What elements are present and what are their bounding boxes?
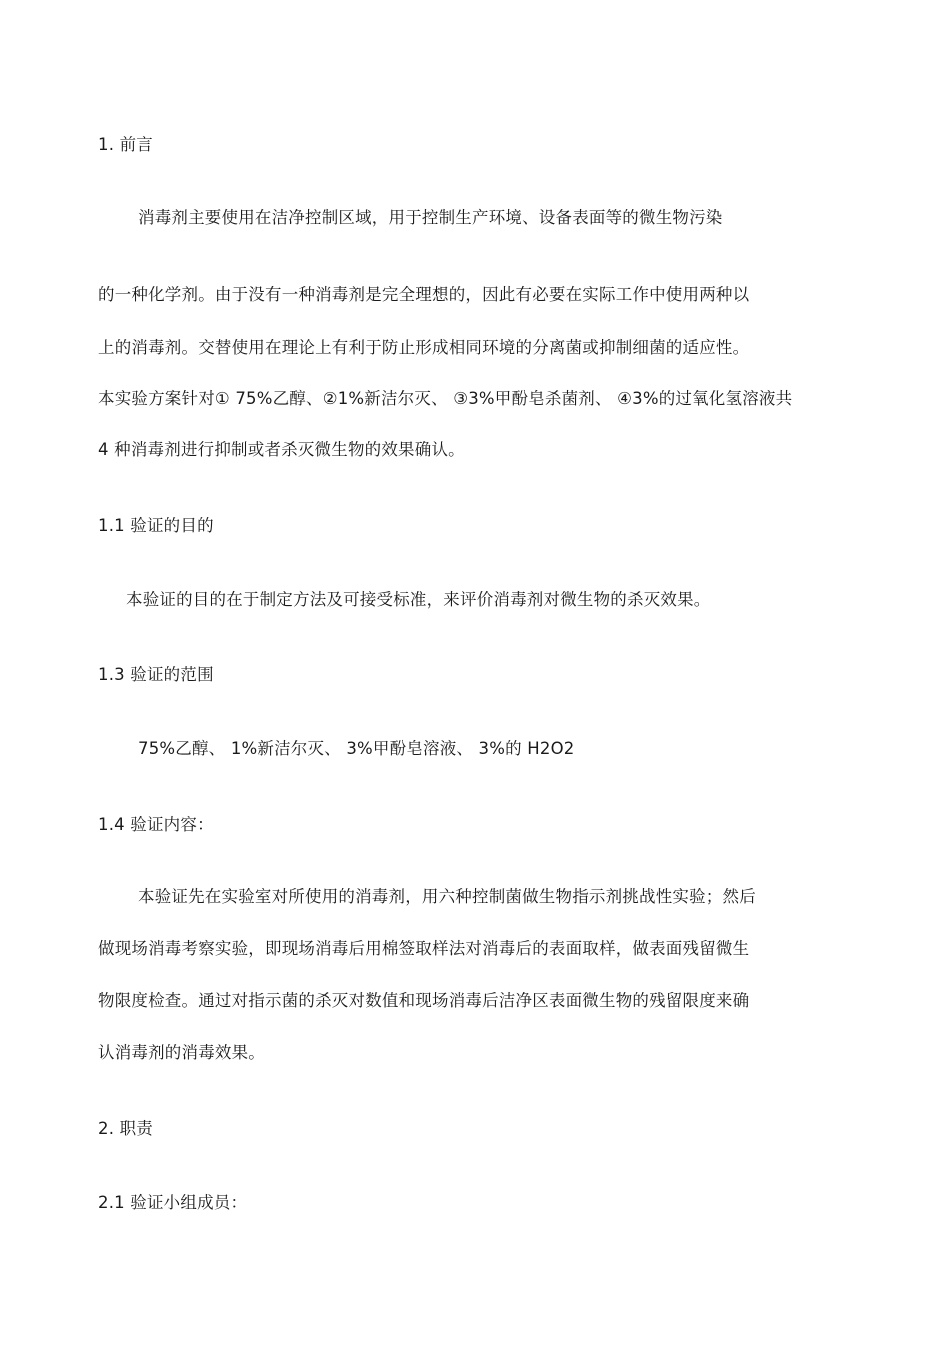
section-1-1-text: 本验证的目的在于制定方法及可接受标准，来评价消毒剂对微生物的杀灭效果。 (126, 590, 711, 609)
section-1-para-line-2: 的一种化学剂。由于没有一种消毒剂是完全理想的，因此有必要在实际工作中使用两种以 (98, 285, 750, 304)
section-1-3-text: 75%乙醇、 1%新洁尔灭、 3%甲酚皂溶液、 3%的 H2O2 (138, 739, 575, 758)
section-1-para-line-1: 消毒剂主要使用在洁净控制区域，用于控制生产环境、设备表面等的微生物污染 (138, 208, 723, 227)
section-1-3-heading: 1.3 验证的范围 (98, 665, 214, 684)
section-1-4-para-line-4: 认消毒剂的消毒效果。 (98, 1043, 265, 1062)
section-1-heading: 1. 前言 (98, 135, 153, 154)
section-1-4-heading: 1.4 验证内容： (98, 815, 214, 834)
section-1-para-line-4: 本实验方案针对① 75%乙醇、②1%新洁尔灭、 ③3%甲酚皂杀菌剂、 ④3%的过氧化氢溶液共 (98, 389, 793, 408)
section-1-4-para-line-1: 本验证先在实验室对所使用的消毒剂，用六种控制菌做生物指示剂挑战性实验；然后 (138, 887, 756, 906)
section-1-4-para-line-3: 物限度检查。通过对指示菌的杀灭对数值和现场消毒后洁净区表面微生物的残留限度来确 (98, 991, 750, 1010)
section-2-heading: 2. 职责 (98, 1119, 153, 1138)
section-1-para-line-5: 4 种消毒剂进行抑制或者杀灭微生物的效果确认。 (98, 440, 465, 459)
section-1-para-line-3: 上的消毒剂。交替使用在理论上有利于防止形成相同环境的分离菌或抑制细菌的适应性。 (98, 338, 750, 357)
section-1-1-heading: 1.1 验证的目的 (98, 516, 214, 535)
section-1-4-para-line-2: 做现场消毒考察实验，即现场消毒后用棉签取样法对消毒后的表面取样，做表面残留微生 (98, 939, 750, 958)
section-2-1-heading: 2.1 验证小组成员： (98, 1193, 248, 1212)
